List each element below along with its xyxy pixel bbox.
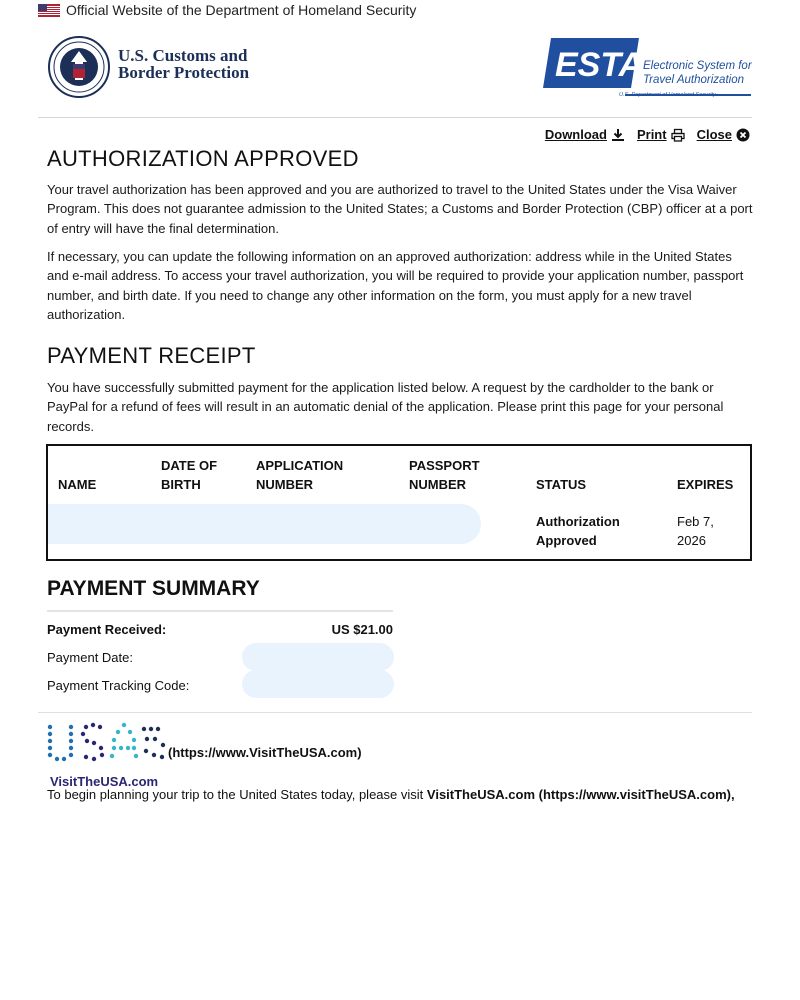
approved-paragraph-2: If necessary, you can update the following information on an approved authorization: address while in the United States and e-mail address. To access your travel authorization, you will be required to provide your application number, passport number, and birth date. If you need to change any other information on the form, you must apply for a new travel authorization.	[47, 249, 744, 322]
header-dob-line1: DATE OF	[161, 458, 218, 473]
print-label: Print	[636, 127, 667, 142]
receipt-title: PAYMENT RECEIPT	[47, 343, 256, 368]
payment-tracking-label: Payment Tracking Code:	[47, 678, 190, 693]
header-passport	[409, 456, 480, 494]
closing-prefix: To begin planning your trip to the United States today, please visit	[47, 787, 427, 802]
header-dob-line2: BIRTH	[161, 477, 201, 492]
esta-mark-text: ESTA	[555, 46, 644, 84]
visit-usa-url: (https://www.VisitTheUSA.com)	[168, 745, 362, 760]
footer-divider	[38, 712, 752, 713]
us-flag-icon	[38, 4, 60, 17]
header-passport-line1: PASSPORT	[409, 458, 480, 473]
row-status	[536, 512, 620, 550]
row-expires-line2: 2026	[677, 533, 706, 548]
header-application	[256, 456, 343, 494]
header-passport-line2: NUMBER	[409, 477, 467, 492]
row-expires	[677, 512, 714, 550]
header-status: STATUS	[536, 477, 587, 492]
summary-divider	[47, 610, 393, 612]
close-link[interactable]	[697, 127, 750, 142]
row-status-line2: Approved	[536, 533, 597, 548]
printer-icon	[671, 128, 685, 142]
esta-sub: U.S. Department of Homeland Security	[619, 92, 716, 98]
download-icon	[611, 128, 625, 142]
payment-received-label: Payment Received:	[47, 622, 167, 637]
row-status-line1: Authorization	[536, 514, 620, 529]
application-table	[46, 444, 752, 561]
download-label: Download	[544, 127, 607, 142]
closing-text	[47, 787, 735, 802]
cbp-name-line2: Border Protection	[118, 63, 250, 82]
payment-received-row	[47, 622, 393, 637]
download-link[interactable]	[545, 127, 625, 142]
header-divider	[38, 117, 752, 118]
header-dob	[161, 456, 217, 494]
page-actions	[545, 127, 750, 142]
esta-line2: Travel Authorization	[643, 74, 744, 86]
approved-paragraph-1: Your travel authorization has been approved and you are authorized to travel to the United States under the Visa Waiver Program. This does not guarantee admission to the United States; a Customs and Border Protection (CBP) officer at a port of entry will have the final determination.	[47, 182, 753, 236]
payment-date-label: Payment Date:	[47, 650, 133, 665]
header-application-line1: APPLICATION	[256, 458, 344, 473]
esta-line1: Electronic System for	[643, 60, 752, 72]
row-expires-line1: Feb 7,	[677, 514, 714, 529]
cbp-name	[118, 47, 249, 81]
approved-title: AUTHORIZATION APPROVED	[47, 146, 359, 171]
payment-received-amount: US $21.00	[331, 622, 393, 637]
redacted-payment-date	[242, 643, 394, 671]
header-expires: EXPIRES	[677, 477, 734, 492]
visit-usa-link[interactable]: VisitTheUSA.com (https://www.visitTheUSA.com),	[426, 787, 735, 802]
receipt-paragraph: You have successfully submitted payment for the application listed below. A request by the cardholder to the bank or PayPal for a refund of fees will result in an automatic denial of the application. Please print this page for your personal records.	[47, 380, 724, 434]
print-link[interactable]	[637, 127, 685, 142]
redacted-personal-data	[48, 504, 481, 544]
visit-usa-logo	[46, 721, 168, 767]
header-application-line2: NUMBER	[256, 477, 314, 492]
redacted-tracking-code	[242, 670, 394, 698]
banner-text: Official Website of the Department of Homeland Security	[66, 2, 417, 18]
close-circle-icon	[736, 128, 750, 142]
esta-logo	[543, 36, 753, 100]
header-name: NAME	[58, 477, 97, 492]
gov-banner	[38, 0, 416, 20]
summary-title: PAYMENT SUMMARY	[47, 577, 260, 600]
close-label: Close	[696, 127, 732, 142]
cbp-name-line1: U.S. Customs and	[118, 46, 248, 65]
visit-usa-caption: VisitTheUSA.com	[50, 774, 159, 789]
dhs-seal-icon	[48, 36, 110, 98]
